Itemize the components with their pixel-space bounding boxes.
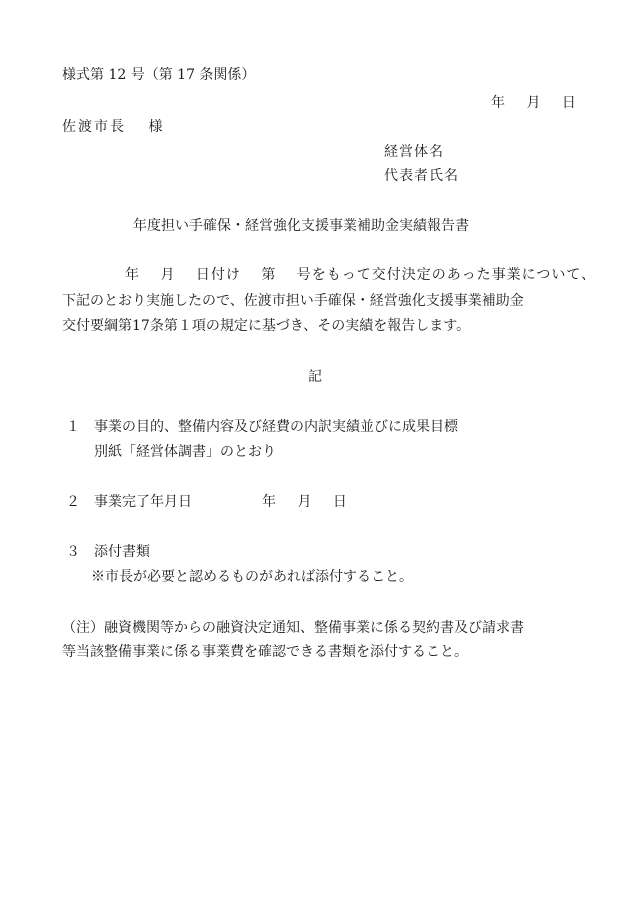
- business-name-label: 経営体名: [384, 144, 444, 160]
- item-1-detail: 別紙「経営体調書」のとおり: [94, 444, 276, 460]
- item-1-number: １: [66, 419, 80, 435]
- item-3-heading: 添付書類: [94, 544, 150, 560]
- form-number: 様式第 12 号（第 17 条関係）: [62, 67, 256, 83]
- document-title: 年度担い手確保・経営強化支援事業補助金実績報告書: [133, 218, 469, 234]
- item-3-detail: ※市長が必要と認めるものがあれば添付すること。: [91, 569, 413, 585]
- item-2-date: 年 月 日: [262, 494, 348, 510]
- item-1-heading: 事業の目的、整備内容及び経費の内訳実績並びに成果目標: [94, 419, 458, 435]
- item-3-number: ３: [66, 544, 80, 560]
- item-2-heading: 事業完了年月日: [94, 494, 192, 510]
- addressee: 佐渡市長 様: [62, 119, 165, 135]
- item-2-number: ２: [66, 494, 80, 510]
- note-line-1: （注）融資機関等からの融資決定通知、整備事業に係る契約書及び請求書: [62, 620, 524, 636]
- date-line: 年 月 日: [491, 95, 577, 111]
- body-line-2: 下記のとおり実施したので、佐渡市担い手確保・経営強化支援事業補助金: [62, 293, 524, 309]
- body-line-3: 交付要綱第17条第１項の規定に基づき、その実績を報告します。: [62, 318, 471, 334]
- note-line-2: 等当該整備事業に係る事業費を確認できる書類を添付すること。: [62, 644, 468, 660]
- representative-label: 代表者氏名: [384, 168, 459, 184]
- ki-heading: 記: [308, 369, 322, 385]
- body-line-1: 年 月 日付け 第 号をもって交付決定のあった事業について、: [125, 267, 597, 283]
